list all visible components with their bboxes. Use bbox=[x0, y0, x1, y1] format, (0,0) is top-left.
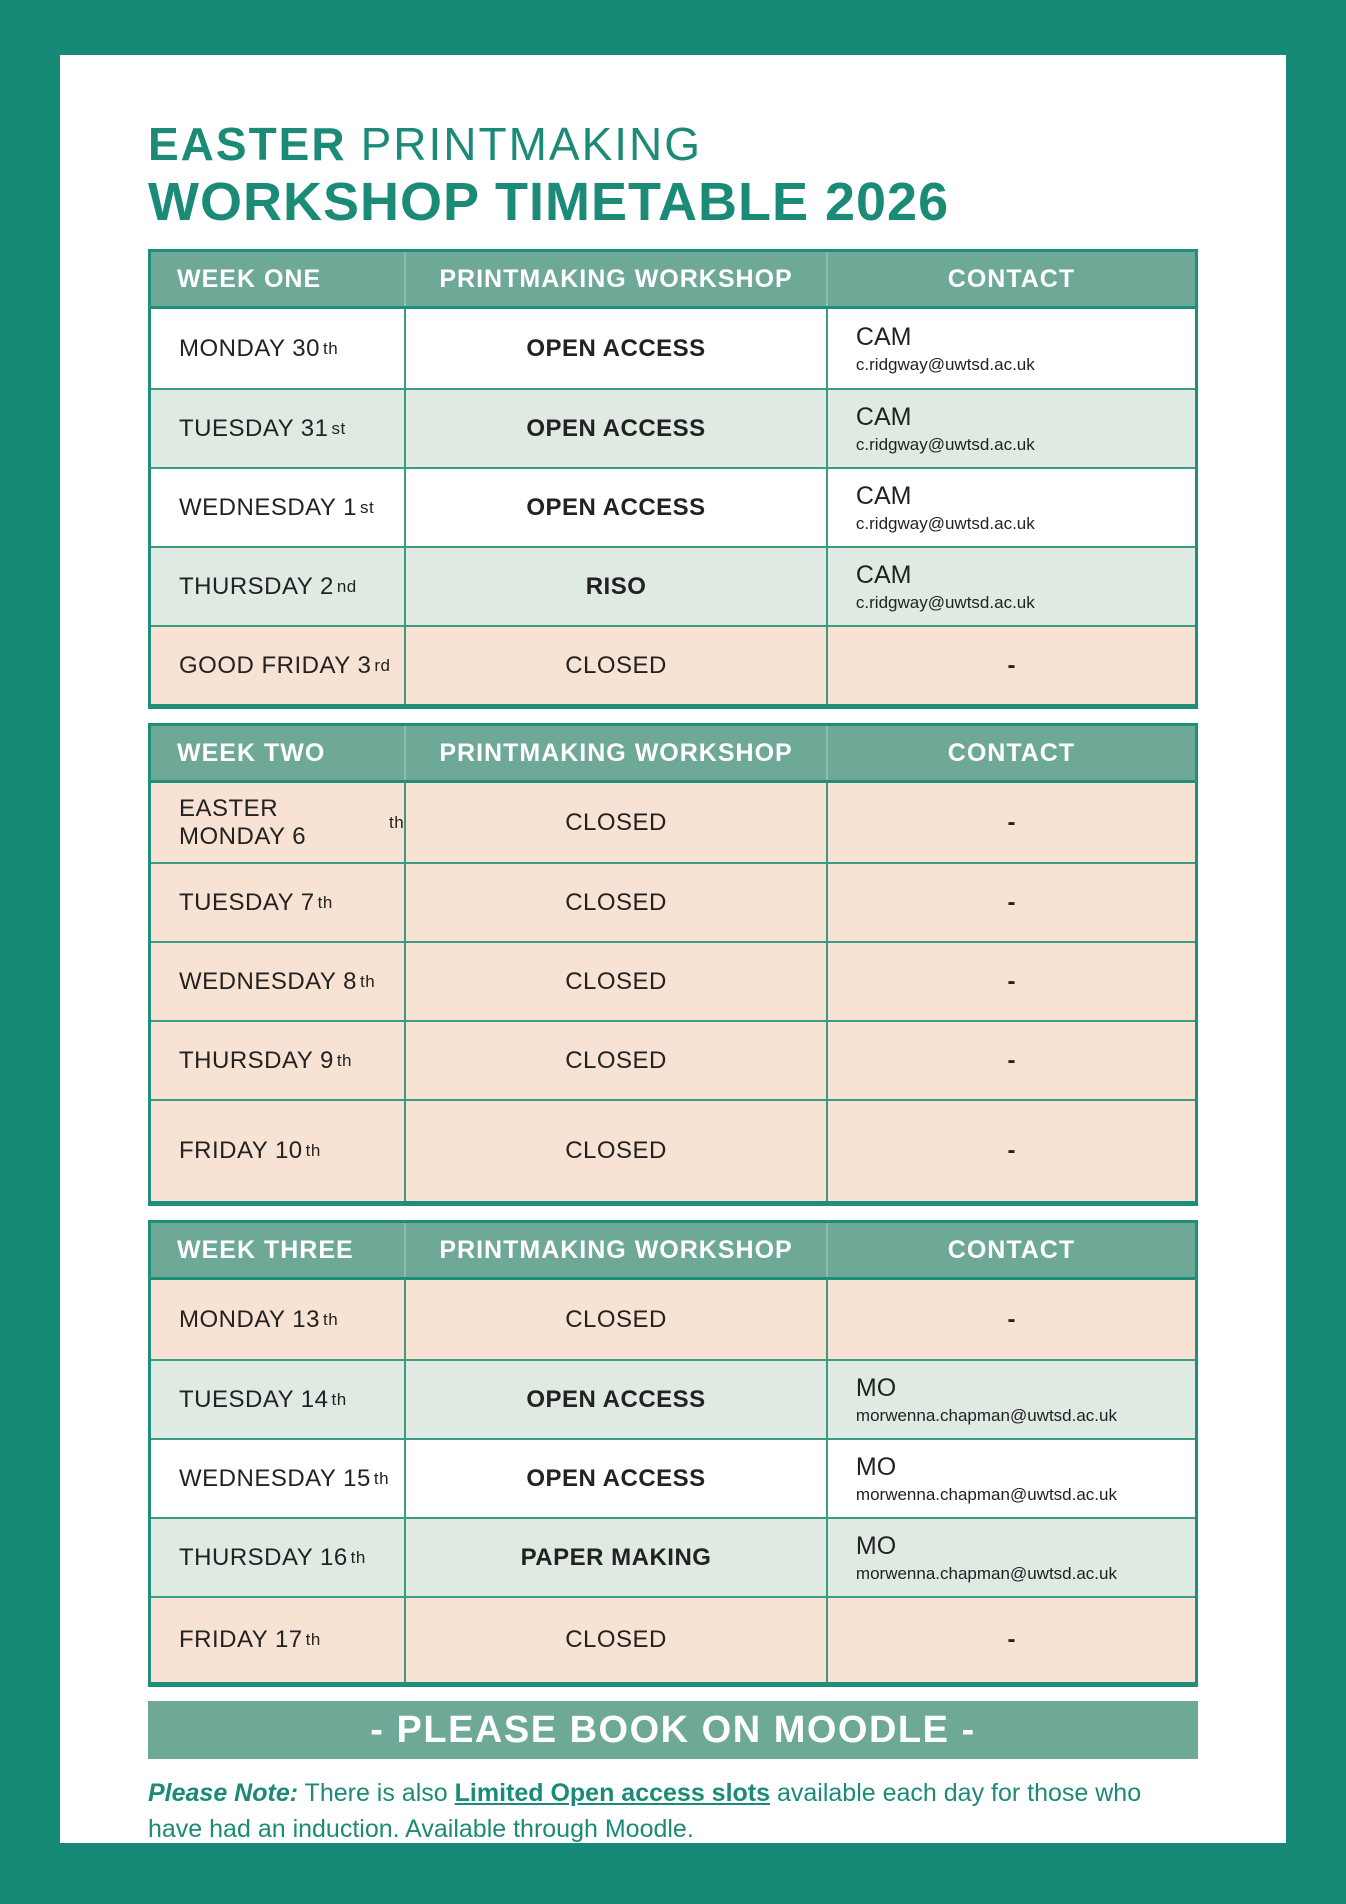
day-label: MONDAY 30 bbox=[179, 334, 320, 362]
day-label: FRIDAY 17 bbox=[179, 1626, 303, 1653]
week-three-header-row bbox=[151, 1223, 1195, 1280]
day-cell bbox=[151, 1361, 404, 1438]
day-cell bbox=[151, 309, 404, 388]
table-row-tuesday-31 bbox=[151, 388, 1195, 467]
week-one-label: WEEK ONE bbox=[177, 264, 322, 293]
day-label: THURSDAY 16 bbox=[179, 1543, 348, 1571]
day-cell bbox=[151, 627, 404, 704]
poster-page bbox=[60, 55, 1286, 1843]
title-easter: EASTER bbox=[148, 118, 347, 170]
note-text-before: There is also bbox=[298, 1779, 455, 1807]
day-label: MONDAY 13 bbox=[179, 1305, 320, 1333]
workshop-column-header: PRINTMAKING WORKSHOP bbox=[404, 1223, 826, 1277]
day-cell bbox=[151, 1519, 404, 1596]
table-row-easter-monday-6 bbox=[151, 783, 1195, 862]
table-row-wednesday-8 bbox=[151, 941, 1195, 1020]
contact-cell: - bbox=[826, 1022, 1195, 1099]
workshop-cell: CLOSED bbox=[404, 864, 826, 941]
workshop-cell: CLOSED bbox=[404, 1598, 826, 1682]
day-ordinal-suffix: th bbox=[305, 1141, 321, 1160]
workshop-column-header: PRINTMAKING WORKSHOP bbox=[404, 252, 826, 306]
contact-email: c.ridgway@uwtsd.ac.uk bbox=[855, 434, 1035, 454]
contact-name: MO bbox=[855, 1452, 897, 1481]
contact-cell: - bbox=[826, 1101, 1195, 1201]
week-two-header-row bbox=[151, 726, 1195, 783]
day-cell bbox=[151, 390, 404, 467]
contact-name: MO bbox=[855, 1373, 897, 1402]
contact-cell: - bbox=[826, 783, 1195, 862]
workshop-column-header: PRINTMAKING WORKSHOP bbox=[404, 726, 826, 780]
workshop-cell: CLOSED bbox=[404, 627, 826, 704]
title-line-2: WORKSHOP TIMETABLE 2026 bbox=[148, 172, 950, 232]
contact-name: CAM bbox=[855, 560, 912, 589]
day-ordinal-suffix: st bbox=[331, 418, 346, 438]
day-ordinal-suffix: st bbox=[360, 497, 375, 517]
day-label: THURSDAY 2 bbox=[179, 572, 334, 600]
workshop-cell: OPEN ACCESS bbox=[404, 309, 826, 388]
day-cell bbox=[151, 548, 404, 625]
week-one-table bbox=[148, 249, 1198, 709]
day-ordinal-suffix: th bbox=[323, 1309, 339, 1329]
contact-email: c.ridgway@uwtsd.ac.uk bbox=[855, 354, 1035, 374]
day-label: WEDNESDAY 1 bbox=[179, 493, 357, 521]
table-row-wednesday-1 bbox=[151, 467, 1195, 546]
week-two-label: WEEK TWO bbox=[177, 738, 326, 767]
day-label: TUESDAY 7 bbox=[179, 888, 315, 916]
contact-email: morwenna.chapman@uwtsd.ac.uk bbox=[855, 1563, 1117, 1583]
contact-cell: - bbox=[826, 864, 1195, 941]
poster-content bbox=[60, 117, 1286, 1847]
day-cell bbox=[151, 1022, 404, 1099]
footer-note bbox=[148, 1775, 1198, 1847]
contact-cell: - bbox=[826, 627, 1195, 704]
contact-cell: - bbox=[826, 1280, 1195, 1359]
day-label: GOOD FRIDAY 3 bbox=[179, 651, 372, 679]
table-row-tuesday-7 bbox=[151, 862, 1195, 941]
contact-name: CAM bbox=[855, 481, 912, 510]
contact-cell bbox=[826, 1519, 1195, 1596]
table-row-thursday-16 bbox=[151, 1517, 1195, 1596]
contact-email: c.ridgway@uwtsd.ac.uk bbox=[855, 592, 1035, 612]
contact-email: c.ridgway@uwtsd.ac.uk bbox=[855, 513, 1035, 533]
table-row-tuesday-14 bbox=[151, 1359, 1195, 1438]
workshop-cell: OPEN ACCESS bbox=[404, 390, 826, 467]
workshop-cell: CLOSED bbox=[404, 783, 826, 862]
contact-email: morwenna.chapman@uwtsd.ac.uk bbox=[855, 1484, 1117, 1504]
day-cell bbox=[151, 943, 404, 1020]
page-title bbox=[148, 117, 1198, 233]
table-row-thursday-9 bbox=[151, 1020, 1195, 1099]
workshop-cell: OPEN ACCESS bbox=[404, 1440, 826, 1517]
contact-email: morwenna.chapman@uwtsd.ac.uk bbox=[855, 1405, 1117, 1425]
day-ordinal-suffix: th bbox=[317, 892, 333, 912]
table-row-friday-17 bbox=[151, 1596, 1195, 1682]
day-ordinal-suffix: nd bbox=[336, 576, 357, 596]
day-ordinal-suffix: th bbox=[331, 1389, 347, 1409]
title-line-1 bbox=[148, 117, 1198, 171]
table-row-thursday-2 bbox=[151, 546, 1195, 625]
note-underlined-text: Limited Open access slots bbox=[454, 1779, 771, 1807]
week-two-table bbox=[148, 723, 1198, 1206]
workshop-cell: OPEN ACCESS bbox=[404, 1361, 826, 1438]
day-cell bbox=[151, 864, 404, 941]
table-row-monday-30 bbox=[151, 309, 1195, 388]
week-one-header-row bbox=[151, 252, 1195, 309]
workshop-cell: CLOSED bbox=[404, 1280, 826, 1359]
moodle-banner: - PLEASE BOOK ON MOODLE - bbox=[148, 1701, 1198, 1759]
table-row-monday-13 bbox=[151, 1280, 1195, 1359]
contact-name: MO bbox=[855, 1531, 897, 1560]
workshop-cell: CLOSED bbox=[404, 943, 826, 1020]
day-label: WEDNESDAY 15 bbox=[179, 1464, 371, 1492]
workshop-cell: OPEN ACCESS bbox=[404, 469, 826, 546]
contact-cell bbox=[826, 1440, 1195, 1517]
table-row-friday-10 bbox=[151, 1099, 1195, 1201]
contact-cell: - bbox=[826, 1598, 1195, 1682]
day-cell bbox=[151, 1280, 404, 1359]
day-cell bbox=[151, 1598, 404, 1682]
day-ordinal-suffix: th bbox=[373, 1468, 390, 1488]
day-cell bbox=[151, 783, 404, 862]
day-label: EASTER MONDAY 6 bbox=[179, 794, 307, 850]
table-row-good-friday-3 bbox=[151, 625, 1195, 704]
contact-cell: - bbox=[826, 943, 1195, 1020]
contact-cell bbox=[826, 390, 1195, 467]
title-printmaking: PRINTMAKING bbox=[360, 118, 703, 170]
contact-cell bbox=[826, 1361, 1195, 1438]
day-label: FRIDAY 10 bbox=[179, 1137, 303, 1164]
workshop-cell: RISO bbox=[404, 548, 826, 625]
contact-cell bbox=[826, 309, 1195, 388]
workshop-cell: PAPER MAKING bbox=[404, 1519, 826, 1596]
day-label: WEDNESDAY 8 bbox=[179, 967, 357, 995]
day-label: THURSDAY 9 bbox=[179, 1046, 334, 1074]
workshop-cell: CLOSED bbox=[404, 1101, 826, 1201]
day-ordinal-suffix: th bbox=[350, 1547, 366, 1567]
day-label: TUESDAY 31 bbox=[179, 414, 329, 442]
day-ordinal-suffix: th bbox=[323, 338, 339, 358]
day-cell bbox=[151, 469, 404, 546]
workshop-cell: CLOSED bbox=[404, 1022, 826, 1099]
day-cell bbox=[151, 1440, 404, 1517]
day-ordinal-suffix: th bbox=[360, 971, 376, 991]
day-ordinal-suffix: rd bbox=[374, 655, 391, 675]
contact-cell bbox=[826, 548, 1195, 625]
day-ordinal-suffix: th bbox=[388, 812, 405, 832]
contact-column-header: CONTACT bbox=[826, 1223, 1195, 1277]
contact-name: CAM bbox=[855, 402, 912, 431]
table-row-wednesday-15 bbox=[151, 1438, 1195, 1517]
contact-cell bbox=[826, 469, 1195, 546]
note-text-after: available each day for those who have had an induction. Available through Moodle. bbox=[148, 1779, 1142, 1843]
note-label: Please Note: bbox=[148, 1779, 299, 1807]
day-ordinal-suffix: th bbox=[336, 1050, 352, 1070]
contact-column-header: CONTACT bbox=[826, 726, 1195, 780]
day-ordinal-suffix: th bbox=[305, 1630, 321, 1649]
contact-name: CAM bbox=[855, 322, 912, 351]
contact-column-header: CONTACT bbox=[826, 252, 1195, 306]
week-three-table bbox=[148, 1220, 1198, 1687]
day-cell bbox=[151, 1101, 404, 1201]
week-three-label: WEEK THREE bbox=[177, 1235, 354, 1264]
day-label: TUESDAY 14 bbox=[179, 1385, 329, 1413]
